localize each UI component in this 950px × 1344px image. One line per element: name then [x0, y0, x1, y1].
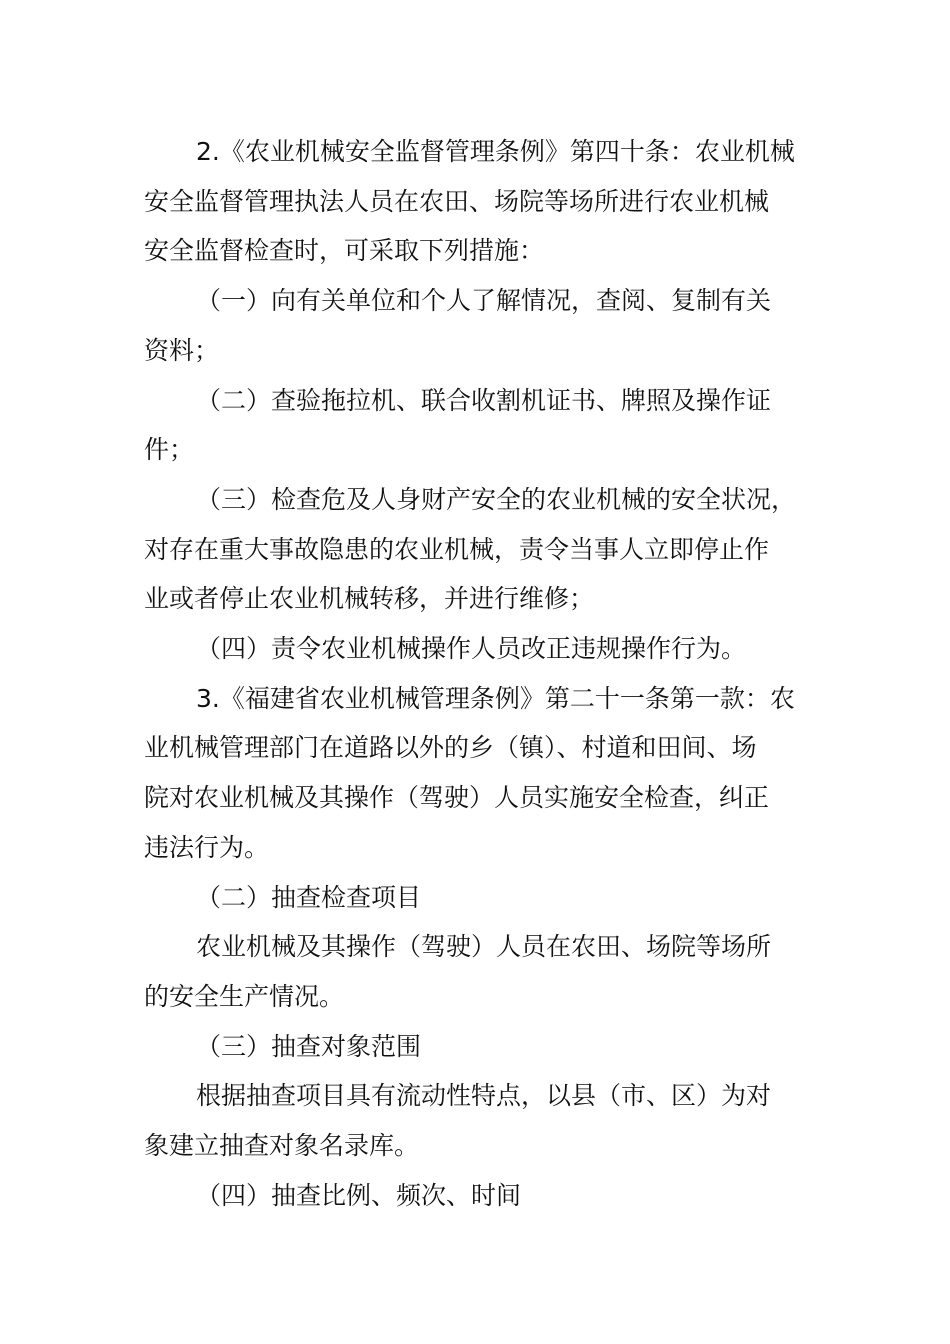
text-line: 件； [144, 435, 195, 465]
text-line: 的安全生产情况。 [144, 981, 345, 1011]
text-line: 安全监督检查时，可采取下列措施： [144, 236, 545, 266]
text-line: （二）查验拖拉机、联合收割机证书、牌照及操作证 [196, 385, 772, 415]
paragraph-fujian-article-21 [144, 674, 824, 873]
text-line: （三）抽查对象范围 [196, 1031, 422, 1061]
section-heading-inspection-items [144, 873, 824, 923]
text-line: 业机械管理部门在道路以外的乡（镇）、村道和田间、场 [144, 733, 757, 763]
paragraph-measure-4 [144, 624, 824, 674]
paragraph-inspection-items [144, 922, 824, 1021]
document-body [144, 127, 824, 1220]
paragraph-measure-1 [144, 276, 824, 375]
text-line: 违法行为。 [144, 832, 270, 862]
text-line: 根据抽查项目具有流动性特点，以县（市、区）为对 [196, 1081, 772, 1111]
text-line: （一）向有关单位和个人了解情况，查阅、复制有关 [196, 286, 772, 316]
text-line: 安全监督管理执法人员在农田、场院等场所进行农业机械 [144, 186, 770, 216]
text-line: （四）责令农业机械操作人员改正违规操作行为。 [196, 634, 747, 664]
text-line: （二）抽查检查项目 [196, 882, 422, 912]
paragraph-inspection-scope [144, 1071, 824, 1170]
text-line: 农业机械及其操作（驾驶）人员在农田、场院等场所 [196, 932, 772, 962]
paragraph-measure-2 [144, 376, 824, 475]
text-line: 3.《福建省农业机械管理条例》第二十一条第一款：农 [196, 683, 795, 713]
text-line: 资料； [144, 335, 220, 365]
text-line: 象建立抽查对象名录库。 [144, 1131, 420, 1161]
text-line: 对存在重大事故隐患的农业机械，责令当事人立即停止作 [144, 534, 770, 564]
text-line: （四）抽查比例、频次、时间 [196, 1180, 522, 1210]
text-line: （三）检查危及人身财产安全的农业机械的安全状况， [196, 484, 797, 514]
paragraph-measure-3 [144, 475, 824, 624]
section-heading-inspection-ratio [144, 1171, 824, 1221]
text-line: 2.《农业机械安全监督管理条例》第四十条：农业机械 [196, 137, 795, 166]
section-heading-inspection-scope [144, 1022, 824, 1072]
paragraph-article-40 [144, 127, 824, 276]
text-line: 院对农业机械及其操作（驾驶）人员实施安全检查，纠正 [144, 783, 770, 813]
text-line: 业或者停止农业机械转移，并进行维修； [144, 584, 595, 614]
